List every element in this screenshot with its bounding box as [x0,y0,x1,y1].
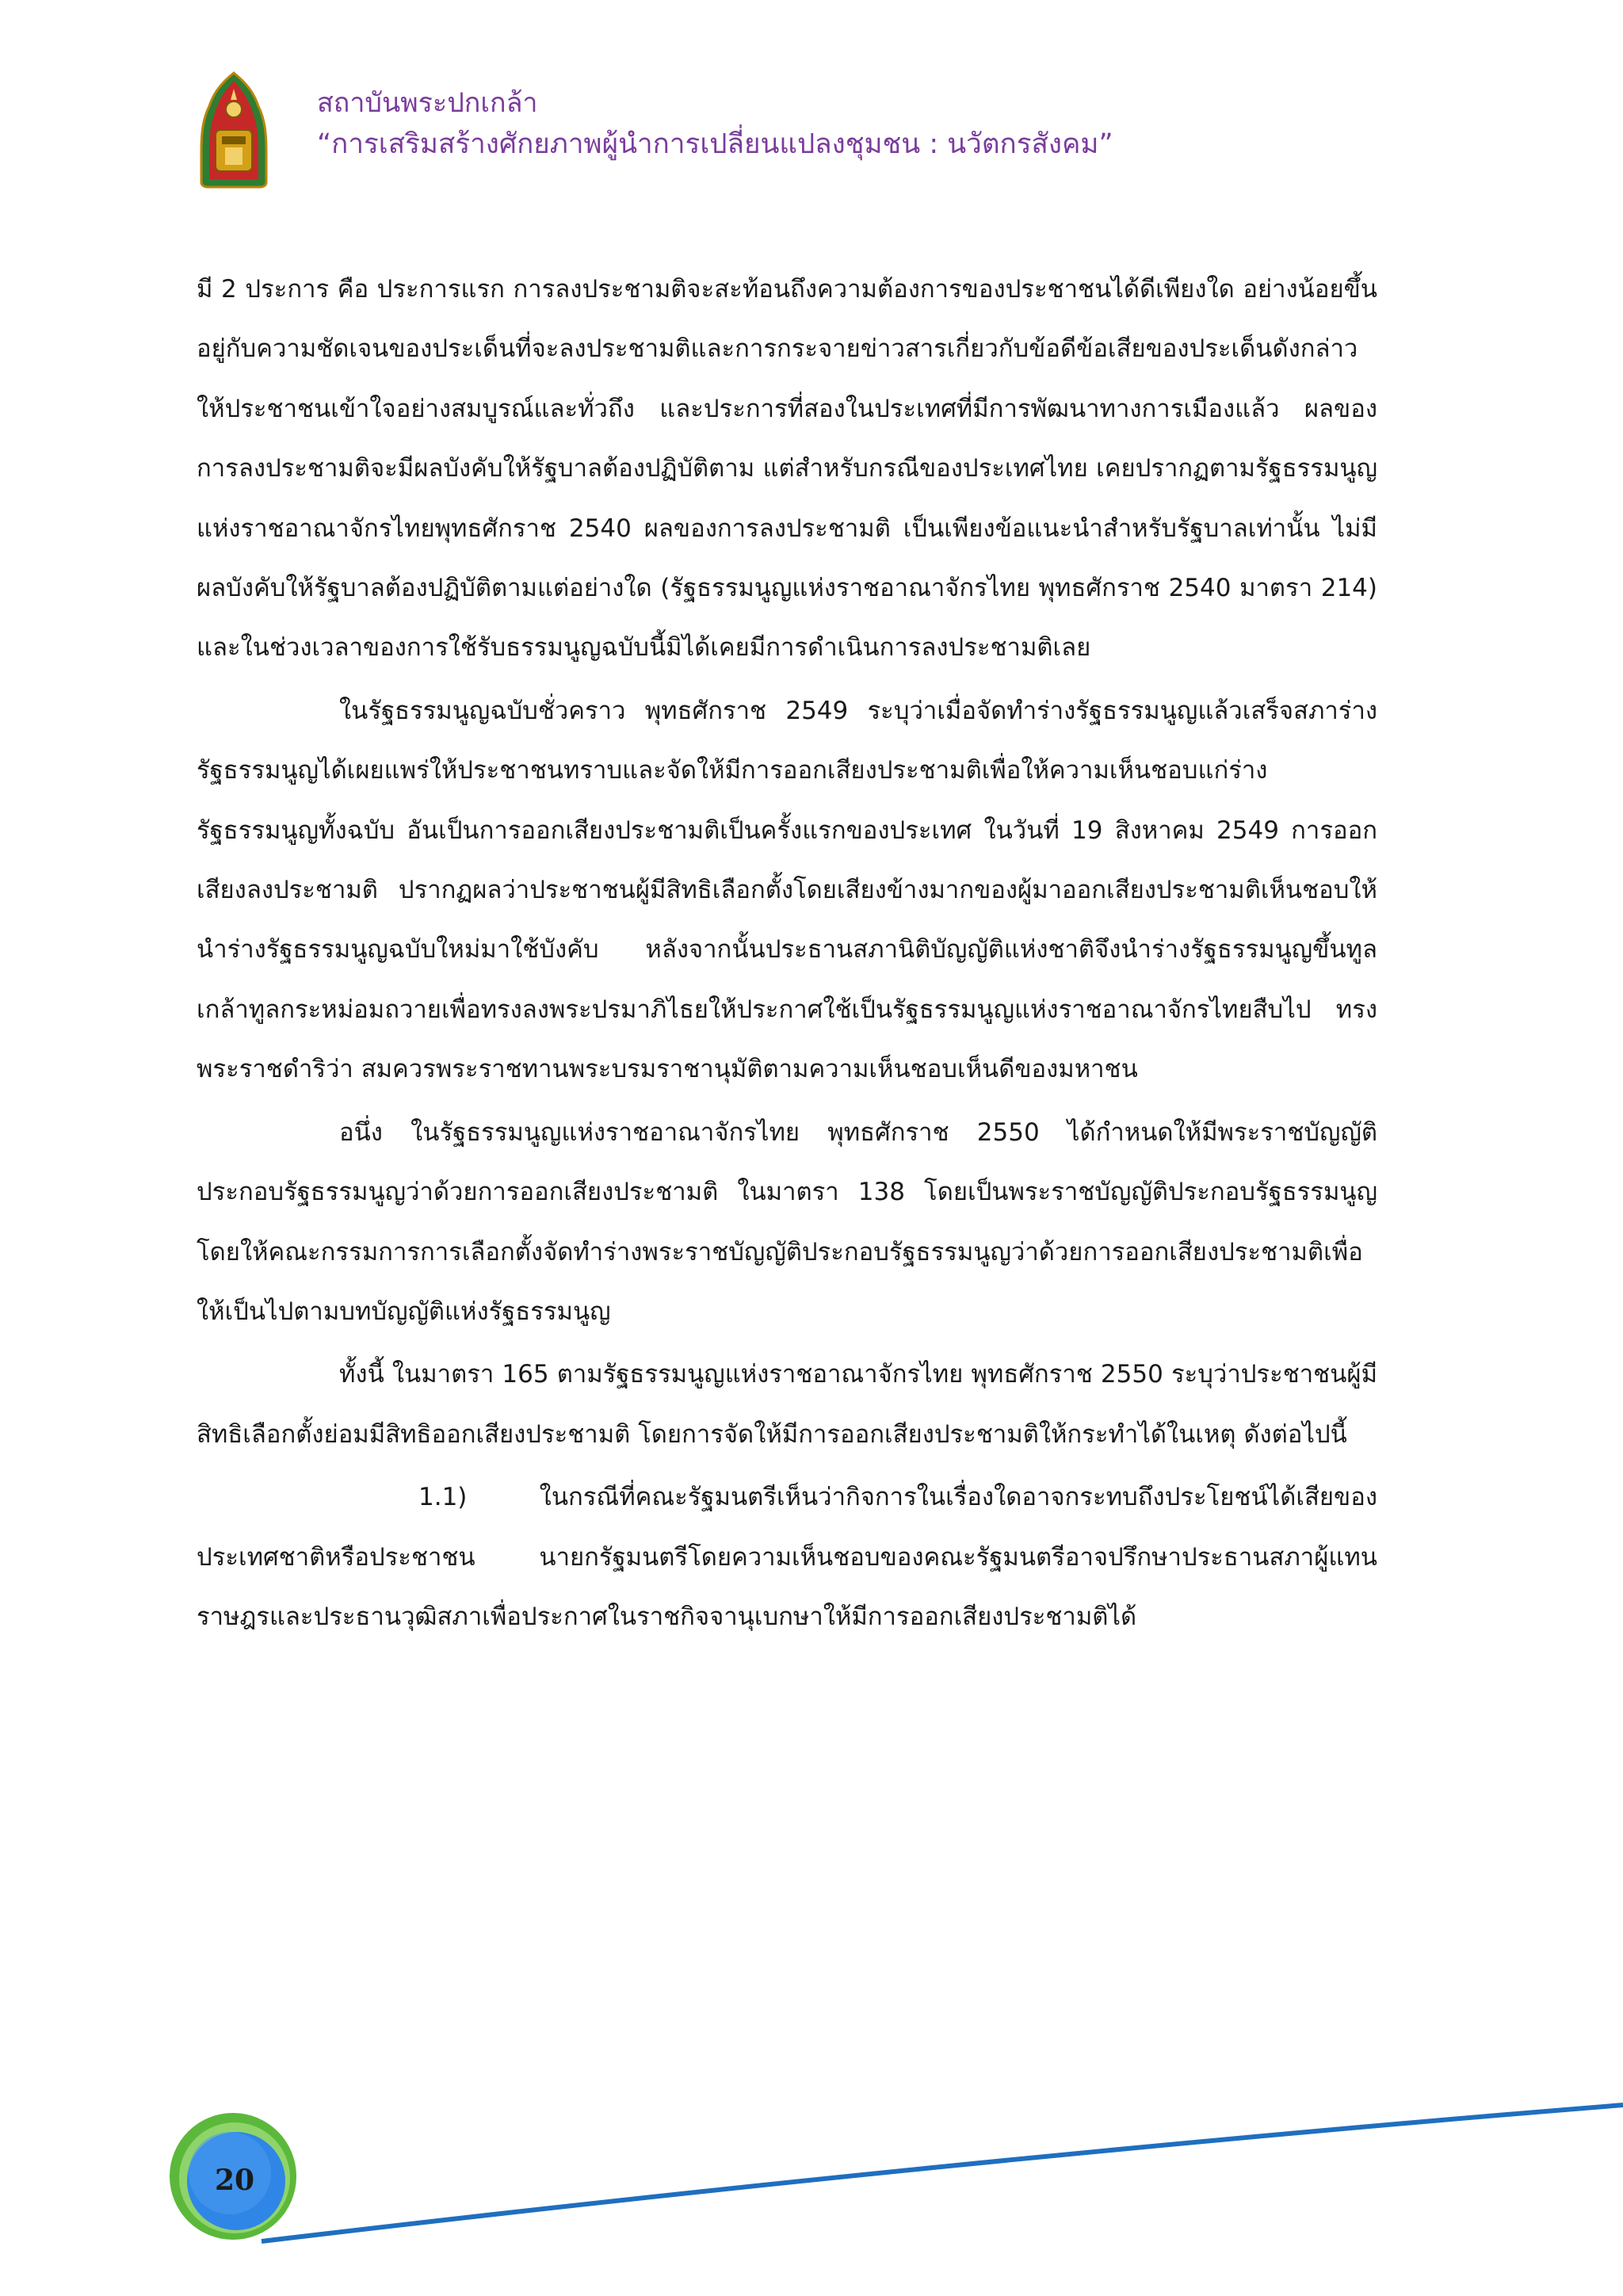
paragraph: ในรัฐธรรมนูญฉบับชั่วคราว พุทธศักราช 2549 ระบุว่าเมื่อจัดทำร่างรัฐธรรมนูญแล้วเสร็จสภาร่างรัฐธรรมนูญได้เผยแพร่ให้ประชาชนทราบและจัดให้มีการออกเสียงประชามติเพื่อให้ความเห็นชอบแก่ร่างรัฐธรรมนูญทั้งฉบับ อันเป็นการออกเสียงประชามติเป็นครั้งแรกของประเทศ ในวันที่ 19 สิงหาคม 2549 การออกเสียงลงประชามติ ปรากฏผลว่าประชาชนผู้มีสิทธิเลือกตั้งโดยเสียงข้างมากของผู้มาออกเสียงประชามติเห็นชอบให้นำร่างรัฐธรรมนูญฉบับใหม่มาใช้บังคับ หลังจากนั้นประธานสภานิติบัญญัติแห่งชาติจึงนำร่างรัฐธรรมนูญขึ้นทูลเกล้าทูลกระหม่อมถวายเพื่อทรงลงพระปรมาภิไธยให้ประกาศใช้เป็นรัฐธรรมนูญแห่งราชอาณาจักรไทยสืบไป ทรงพระราชดำริว่า สมควรพระราชทานพระบรมราชานุมัติตามความเห็นชอบเห็นดีของมหาชน [197,696,1377,1084]
paragraph: 1.1) ในกรณีที่คณะรัฐมนตรีเห็นว่ากิจการในเรื่องใดอาจกระทบถึงประโยชน์ได้เสียของประเทศชาติหรือประชาชน นายกรัฐมนตรีโดยความเห็นชอบของคณะรัฐมนตรีอาจปรึกษาประธานสภาผู้แทนราษฎรและประธานวุฒิสภาเพื่อประกาศในราชกิจจานุเบกษาให้มีการออกเสียงประชามติได้ [197,1483,1377,1631]
paragraph: มี 2 ประการ คือ ประการแรก การลงประชามติจะสะท้อนถึงความต้องการของประชาชนได้ดีเพียงใด อย่างน้อยขึ้นอยู่กับความชัดเจนของประเด็นที่จะลงประชามติและการกระจายข่าวสารเกี่ยวกับข้อดีข้อเสียของประเด็นดังกล่าวให้ประชาชนเข้าใจอย่างสมบูรณ์และทั่วถึง และประการที่สองในประเทศที่มีการพัฒนาทางการเมืองแล้ว ผลของการลงประชามติจะมีผลบังคับให้รัฐบาลต้องปฏิบัติตาม แต่สำหรับกรณีของประเทศไทย เคยปรากฏตามรัฐธรรมนูญแห่งราชอาณาจักรไทยพุทธศักราช 2540 ผลของการลงประชามติ เป็นเพียงข้อแนะนำสำหรับรัฐบาลเท่านั้น ไม่มีผลบังคับให้รัฐบาลต้องปฏิบัติตามแต่อย่างใด (รัฐธรรมนูญแห่งราชอาณาจักรไทย พุทธศักราช 2540 มาตรา 214) และในช่วงเวลาของการใช้รับธรรมนูญฉบับนี้มิได้เคยมีการดำเนินการลงประชามติเลย [197,275,1377,663]
project-title: “การเสริมสร้างศักยภาพผู้นำการเปลี่ยนแปลงชุมชน : นวัตกรสังคม” [317,128,1113,160]
institution-name: สถาบันพระปกเกล้า [317,87,538,119]
page-header [198,71,1387,198]
paragraph: อนึ่ง ในรัฐธรรมนูญแห่งราชอาณาจักรไทย พุทธศักราช 2550 ได้กำหนดให้มีพระราชบัญญัติประกอบรัฐธรรมนูญว่าด้วยการออกเสียงประชามติ ในมาตรา 138 โดยเป็นพระราชบัญญัติประกอบรัฐธรรมนูญ โดยให้คณะกรรมการการเลือกตั้งจัดทำร่างพระราชบัญญัติประกอบรัฐธรรมนูญว่าด้วยการออกเสียงประชามติเพื่อให้เป็นไปตามบทบัญญัติแห่งรัฐธรรมนูญ [197,1117,1377,1326]
header-text [317,82,1347,165]
institute-emblem-icon [198,71,269,189]
footer-line [262,2105,1623,2241]
document-body [197,260,1377,1647]
paragraph: ทั้งนี้ ในมาตรา 165 ตามรัฐธรรมนูญแห่งราชอาณาจักรไทย พุทธศักราช 2550 ระบุว่าประชาชนผู้มีสิทธิเลือกตั้งย่อมมีสิทธิออกเสียงประชามติ โดยการจัดให้มีการออกเสียงประชามติให้กระทำได้ในเหตุ ดังต่อไปนี้ [197,1360,1377,1449]
page-number: 20 [214,2164,255,2197]
